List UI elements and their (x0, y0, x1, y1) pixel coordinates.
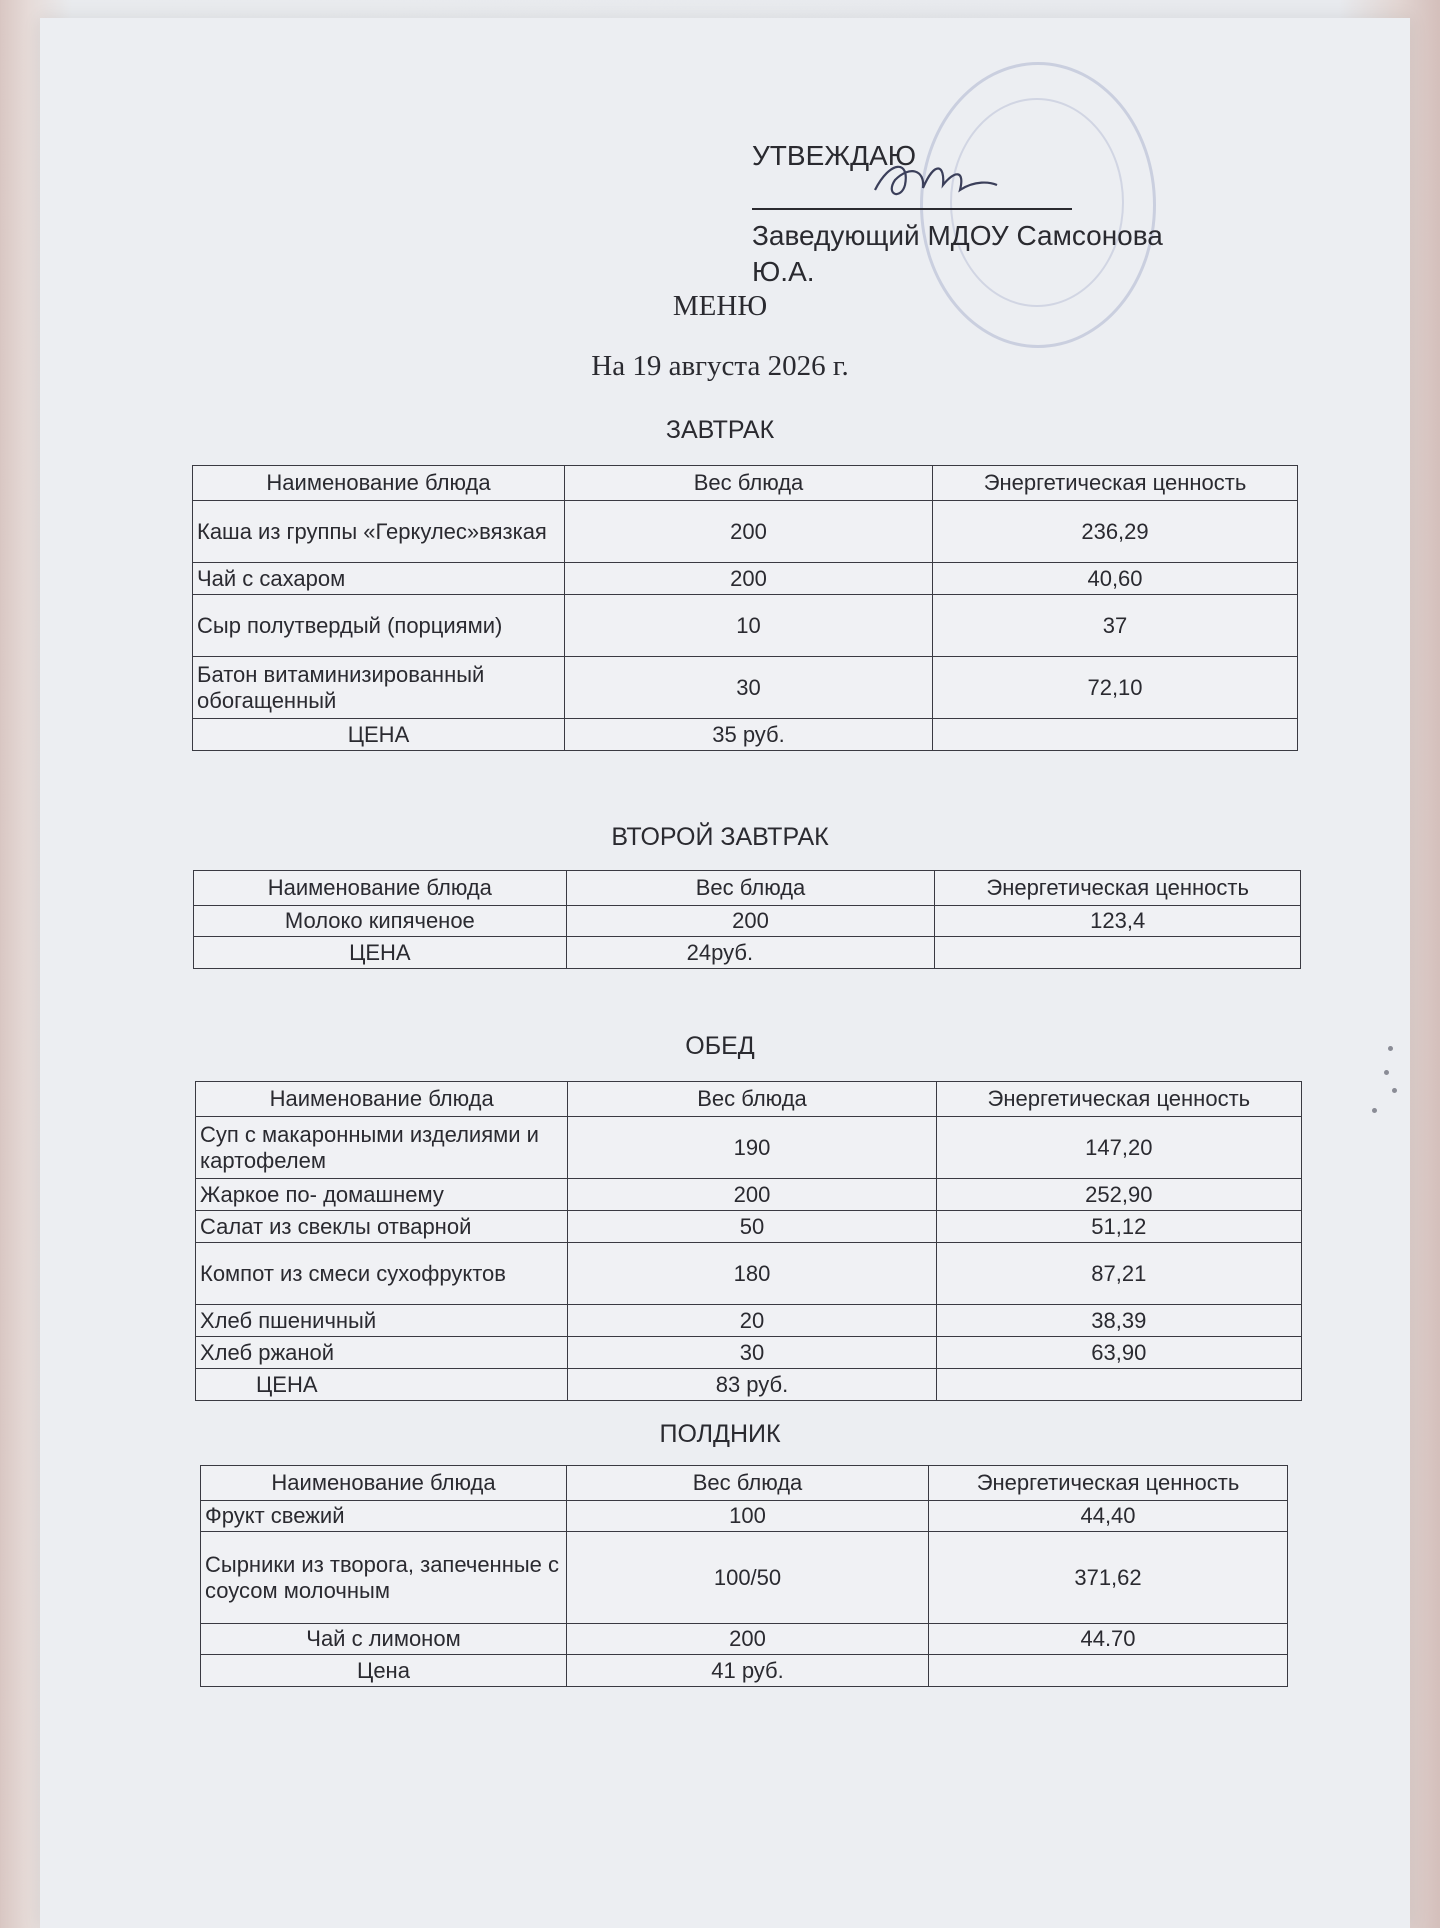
dish-energy: 38,39 (936, 1305, 1301, 1337)
empty-cell (935, 937, 1301, 969)
column-header-energy: Энергетическая ценность (933, 466, 1298, 501)
dish-weight: 200 (567, 1624, 929, 1655)
menu-table-breakfast (192, 465, 1298, 751)
empty-cell (936, 1369, 1301, 1401)
menu-table-second-breakfast (193, 870, 1301, 969)
dish-weight: 190 (568, 1117, 936, 1179)
approval-position: Заведующий МДОУ Самсонова Ю.А. (752, 220, 1163, 287)
dish-energy: 37 (933, 595, 1298, 657)
price-row (194, 937, 1301, 969)
table-row (201, 1624, 1288, 1655)
dish-name: Сырники из творога, запеченные с соусом молочным (201, 1532, 567, 1624)
margin-dot (1388, 1046, 1393, 1051)
dish-energy: 72,10 (933, 657, 1298, 719)
table-row (193, 563, 1298, 595)
dish-weight: 10 (565, 595, 933, 657)
dish-name: Каша из группы «Геркулес»вязкая (193, 501, 565, 563)
price-value: 41 руб. (567, 1655, 929, 1687)
empty-cell (929, 1655, 1288, 1687)
table-row (194, 906, 1301, 937)
price-value: 35 руб. (565, 719, 933, 751)
section-title: ПОЛДНИК (659, 1420, 781, 1448)
table-row (196, 1117, 1302, 1179)
column-header-name: Наименование блюда (193, 466, 565, 501)
margin-dot (1372, 1108, 1377, 1113)
section-title: ОБЕД (685, 1032, 755, 1060)
table-row (196, 1211, 1302, 1243)
menu-table-afternoon-snack (200, 1465, 1288, 1687)
price-value: 83 руб. (568, 1369, 936, 1401)
menu-table-lunch (195, 1081, 1302, 1401)
menu-date: На 19 августа 2026 г. (591, 350, 849, 382)
table-row (201, 1501, 1288, 1532)
table-header-row (201, 1466, 1288, 1501)
column-header-energy: Энергетическая ценность (929, 1466, 1288, 1501)
margin-dot (1392, 1088, 1397, 1093)
column-header-weight: Вес блюда (565, 466, 933, 501)
dish-weight: 180 (568, 1243, 936, 1305)
dish-energy: 44,40 (929, 1501, 1288, 1532)
dish-energy: 252,90 (936, 1179, 1301, 1211)
dish-name: Салат из свеклы отварной (196, 1211, 568, 1243)
dish-name: Жаркое по- домашнему (196, 1179, 568, 1211)
dish-name: Фрукт свежий (201, 1501, 567, 1532)
table-row (196, 1179, 1302, 1211)
empty-cell (933, 719, 1298, 751)
table-row (193, 595, 1298, 657)
approval-heading: УТВЕЖДАЮ (752, 140, 917, 171)
price-value: 24руб. (566, 937, 935, 969)
table-row (196, 1305, 1302, 1337)
dish-energy: 51,12 (936, 1211, 1301, 1243)
menu-title: МЕНЮ (672, 290, 768, 322)
dish-name: Молоко кипяченое (194, 906, 567, 937)
price-label: Цена (201, 1655, 567, 1687)
dish-energy: 236,29 (933, 501, 1298, 563)
dish-weight: 200 (568, 1179, 936, 1211)
dish-name: Сыр полутвердый (порциями) (193, 595, 565, 657)
section-title: ВТОРОЙ ЗАВТРАК (611, 823, 829, 851)
dish-weight: 200 (565, 501, 933, 563)
dish-energy: 123,4 (935, 906, 1301, 937)
column-header-energy: Энергетическая ценность (936, 1082, 1301, 1117)
table-row (193, 657, 1298, 719)
dish-weight: 100/50 (567, 1532, 929, 1624)
table-header-row (196, 1082, 1302, 1117)
column-header-name: Наименование блюда (196, 1082, 568, 1117)
table-row (193, 501, 1298, 563)
dish-weight: 100 (567, 1501, 929, 1532)
dish-name: Хлеб ржаной (196, 1337, 568, 1369)
dish-energy: 371,62 (929, 1532, 1288, 1624)
dish-weight: 30 (565, 657, 933, 719)
section-title: ЗАВТРАК (665, 416, 775, 444)
table-row (196, 1337, 1302, 1369)
column-header-energy: Энергетическая ценность (935, 871, 1301, 906)
table-row (201, 1532, 1288, 1624)
dish-name: Компот из смеси сухофруктов (196, 1243, 568, 1305)
price-label: ЦЕНА (194, 937, 567, 969)
dish-name: Суп с макаронными изделиями и картофелем (196, 1117, 568, 1179)
column-header-weight: Вес блюда (566, 871, 935, 906)
dish-energy: 40,60 (933, 563, 1298, 595)
signature (865, 140, 1005, 210)
column-header-weight: Вес блюда (568, 1082, 936, 1117)
dish-energy: 87,21 (936, 1243, 1301, 1305)
price-label: ЦЕНА (193, 719, 565, 751)
dish-weight: 200 (566, 906, 935, 937)
table-header-row (193, 466, 1298, 501)
price-label: ЦЕНА (196, 1369, 568, 1401)
dish-weight: 50 (568, 1211, 936, 1243)
price-row (193, 719, 1298, 751)
dish-name: Хлеб пшеничный (196, 1305, 568, 1337)
dish-weight: 20 (568, 1305, 936, 1337)
dish-name: Чай с лимоном (201, 1624, 567, 1655)
dish-weight: 200 (565, 563, 933, 595)
table-row (196, 1243, 1302, 1305)
column-header-name: Наименование блюда (201, 1466, 567, 1501)
dish-name: Батон витаминизированный обогащенный (193, 657, 565, 719)
dish-energy: 147,20 (936, 1117, 1301, 1179)
dish-energy: 44.70 (929, 1624, 1288, 1655)
table-header-row (194, 871, 1301, 906)
dish-name: Чай с сахаром (193, 563, 565, 595)
dish-weight: 30 (568, 1337, 936, 1369)
column-header-weight: Вес блюда (567, 1466, 929, 1501)
dish-energy: 63,90 (936, 1337, 1301, 1369)
price-row (201, 1655, 1288, 1687)
price-row (196, 1369, 1302, 1401)
margin-dot (1384, 1070, 1389, 1075)
column-header-name: Наименование блюда (194, 871, 567, 906)
